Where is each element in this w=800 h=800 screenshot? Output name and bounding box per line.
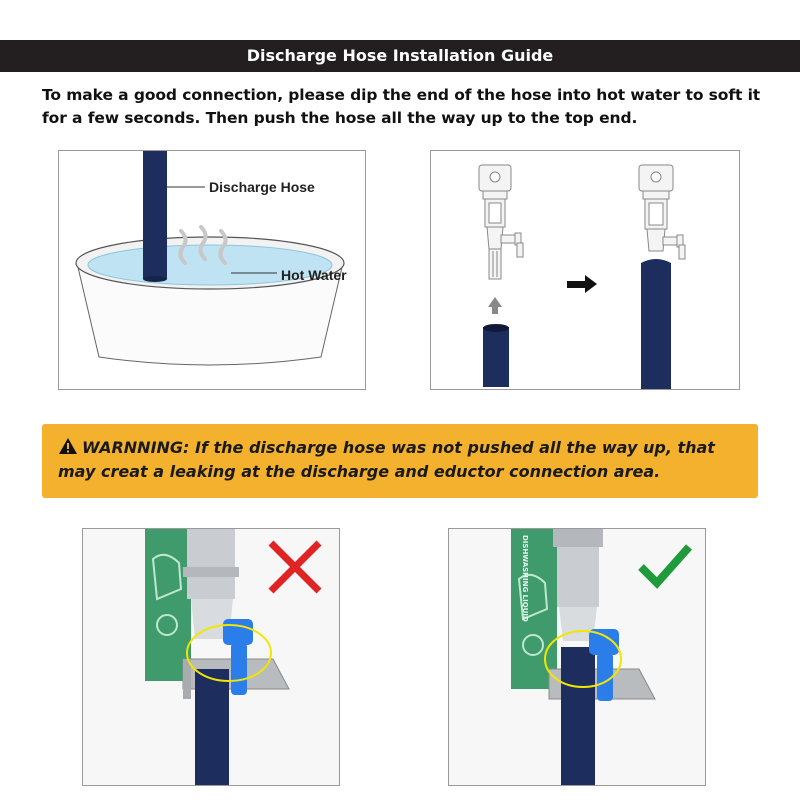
wrong-installation-panel (82, 528, 340, 786)
hot-water-label: Hot Water (281, 267, 347, 283)
eductor-fitting-after (639, 165, 685, 259)
push-hose-illustration (431, 151, 739, 389)
warning-prefix: WARNNING: (82, 438, 190, 457)
discharge-hose-label: Discharge Hose (209, 179, 315, 195)
page-header (0, 40, 800, 72)
warning-banner (42, 424, 758, 498)
sign-text: DISHWASHING LIQUID (521, 535, 529, 622)
wrong-installation-photo (83, 529, 339, 785)
eductor-fitting-before (479, 165, 523, 279)
correct-installation-photo (449, 529, 705, 785)
warning-triangle-icon (58, 437, 78, 455)
warning-message (58, 436, 748, 484)
correct-installation-panel (448, 528, 706, 786)
arrow-up-icon (488, 297, 502, 314)
hot-water-panel (58, 150, 366, 390)
warning-text: If the discharge hose was not pushed all the way up, that may creat a leaking at the discharge and eductor connection area. (58, 438, 715, 481)
arrow-right-icon (567, 275, 597, 293)
intro-text: To make a good connection, please dip the end of the hose into hot water to soft it for a few seconds. Then push the hose all the way up to the top end. (42, 86, 761, 127)
page-title: Discharge Hose Installation Guide (246, 46, 554, 65)
push-hose-panel (430, 150, 740, 390)
